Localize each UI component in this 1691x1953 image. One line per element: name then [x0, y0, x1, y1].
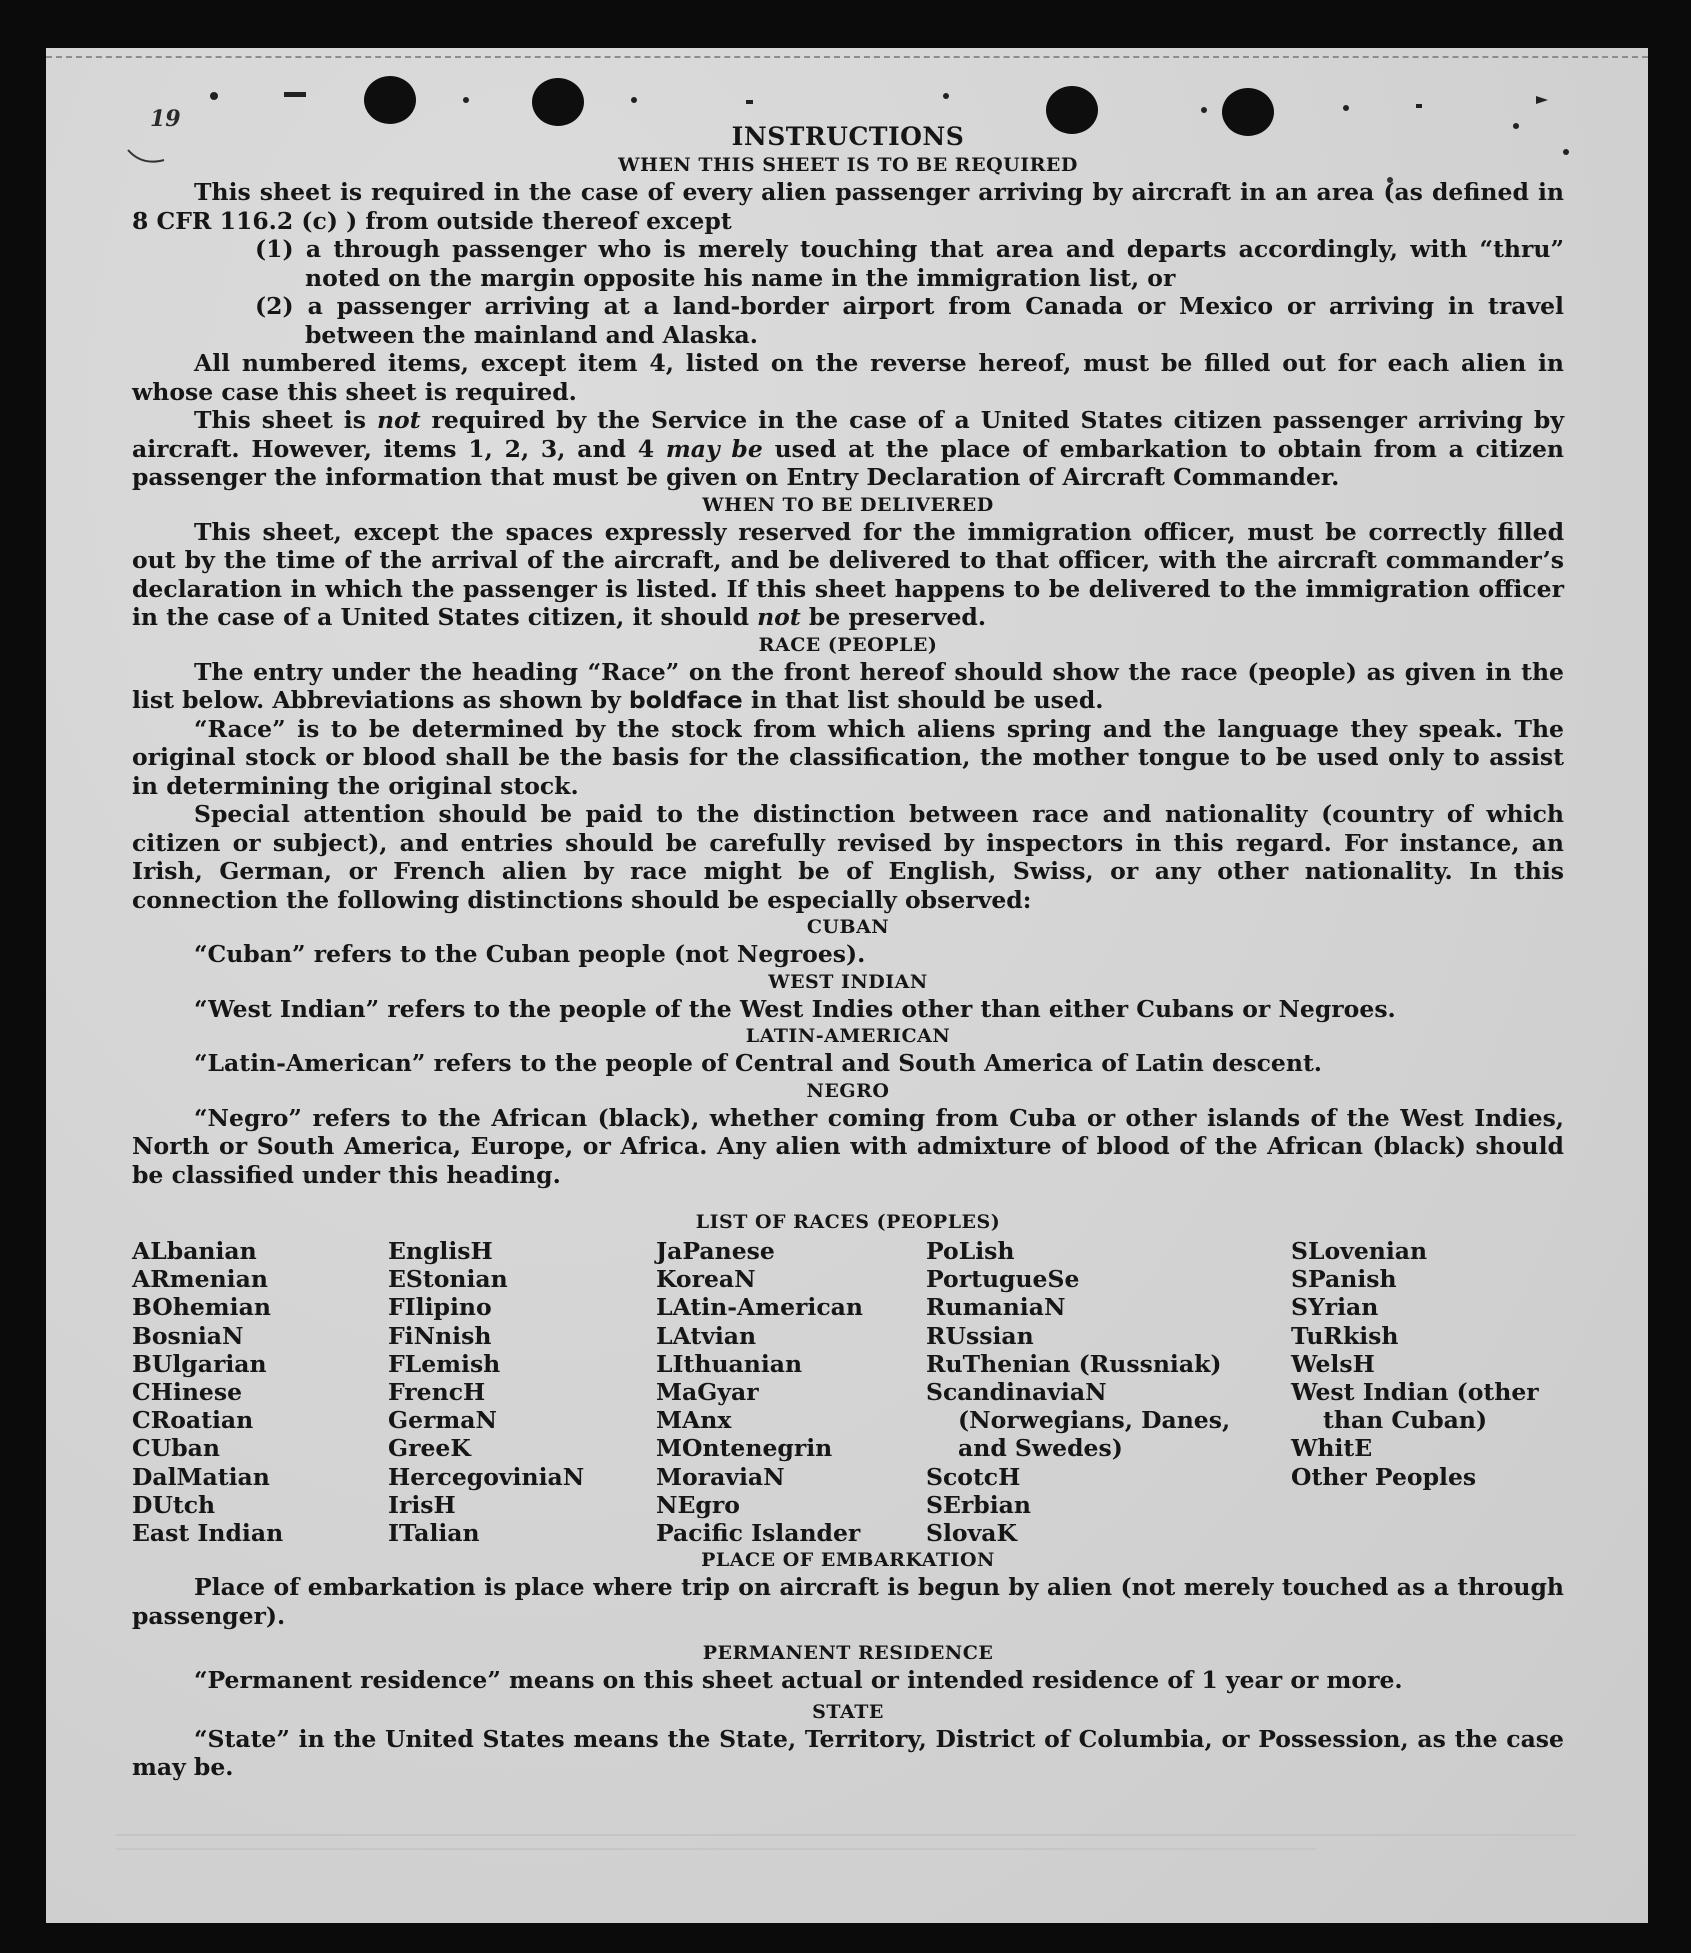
paragraph: “Permanent residence” means on this sheet actual or intended residence of 1 year or more.	[194, 1666, 1403, 1695]
race-entry: FiNnish	[388, 1321, 492, 1350]
race-entry: SPanish	[1291, 1265, 1397, 1294]
item-text: a passenger arriving at a land-border airport from Canada or Mexico or arriving in travel between the mainland and Alaska.	[305, 292, 1564, 349]
race-entry: GreeK	[388, 1434, 471, 1463]
document-sheet	[46, 48, 1648, 1923]
race-entry: BosniaN	[132, 1321, 244, 1350]
race-entry: WelsH	[1291, 1349, 1375, 1378]
heading-cuban: CUBAN	[806, 916, 890, 938]
paragraph: Place of embarkation is place where trip on aircraft is begun by alien (not merely touched as a through passenger).	[132, 1573, 1564, 1630]
races-column	[132, 1237, 388, 1547]
race-entry: CUban	[132, 1434, 220, 1463]
race-entry: NEgro	[656, 1490, 740, 1519]
paragraph	[132, 406, 1564, 492]
paragraph: “Negro” refers to the African (black), whether coming from Cuba or other islands of the West Indies, North or South America, Europe, or Africa. Any alien with admixture of blood of the African (black) should be classified under this heading.	[132, 1103, 1564, 1189]
heading-permanent-residence: PERMANENT RESIDENCE	[702, 1642, 994, 1665]
race-entry: MoraviaN	[656, 1462, 785, 1491]
race-entry: Pacific Islander	[656, 1519, 861, 1548]
heading-race: RACE (PEOPLE)	[758, 633, 938, 656]
heading-negro: NEGRO	[806, 1079, 890, 1102]
race-entry: ALbanian	[132, 1237, 257, 1265]
race-entry: DUtch	[132, 1490, 216, 1519]
race-entry: DalMatian	[132, 1462, 270, 1491]
race-entry: LAtin-American	[656, 1293, 863, 1322]
paragraph	[132, 658, 1564, 715]
item-text: a through passenger who is merely touching that area and departs accordingly, with “thru” noted on the margin opposite his name in the immigration list, or	[305, 235, 1564, 292]
race-entry: ScandinaviaN (Norwegians, Danes, and Swedes)	[926, 1378, 1231, 1463]
emphasis: not	[376, 406, 421, 434]
paragraph: Special attention should be paid to the distinction between race and nationality (country of which citizen or subject), and entries should be carefully revised by inspectors in this regard. For instance, an Irish, German, or French alien by race might be of English, Swiss, or any other nationality. In this connection the following distinctions should be especially observed:	[132, 800, 1564, 914]
paragraph: “State” in the United States means the State, Territory, District of Columbia, or Possession, as the case may be.	[132, 1724, 1564, 1782]
race-entry: RUssian	[926, 1321, 1034, 1350]
paragraph: “Latin-American” refers to the people of Central and South America of Latin descent.	[194, 1049, 1322, 1077]
page-title: INSTRUCTIONS	[731, 122, 965, 151]
races-column	[388, 1237, 656, 1547]
text-run: be preserved.	[800, 603, 987, 631]
text-run: The entry under the heading “Race” on the front hereof should show the race (people) as given in the list below. Abbreviations as shown by	[132, 657, 1564, 714]
race-entry: PortugueSe	[926, 1265, 1080, 1294]
bleed-through-lines	[116, 1830, 1576, 1860]
text-run: This sheet, except the spaces expressly reserved for the immigration officer, must be correctly filled out by the time of the arrival of the aircraft, and be delivered to that officer, with the aircraft commander’s declaration in which the passenger is listed. If this sheet happens to be delivered to the immigration officer in the case of a United States citizen, it should	[132, 517, 1564, 631]
paragraph	[132, 518, 1564, 632]
heading-latin-american: LATIN-AMERICAN	[745, 1025, 951, 1047]
race-entry: LIthuanian	[656, 1349, 803, 1378]
race-entry: SlovaK	[926, 1519, 1017, 1548]
heading-when-delivered: WHEN TO BE DELIVERED	[702, 493, 994, 516]
race-entry: MaGyar	[656, 1378, 759, 1407]
race-entry: MOntenegrin	[656, 1434, 833, 1463]
race-entry: BOhemian	[132, 1293, 271, 1322]
text-run: used at the place of embarkation to obtain from a citizen passenger the information that must be given on Entry Declaration of Aircraft Commander.	[132, 434, 1565, 491]
paragraph: All numbered items, except item 4, listed on the reverse hereof, must be filled out for each alien in whose case this sheet is required.	[132, 349, 1564, 406]
text-run: required by the Service in the case of a United States citizen passenger arriving by aircraft. However, items 1, 2, 3, and 4	[132, 406, 1564, 463]
races-column	[1291, 1237, 1564, 1547]
item-number: (1)	[255, 235, 294, 263]
race-entry: KoreaN	[656, 1265, 756, 1294]
race-entry: FrencH	[388, 1378, 486, 1407]
race-entry: IrisH	[388, 1490, 456, 1519]
race-entry: TuRkish	[1291, 1321, 1399, 1350]
heading-when-required: WHEN THIS SHEET IS TO BE REQUIRED	[618, 154, 1078, 176]
race-entry: ARmenian	[132, 1265, 268, 1294]
race-entry: CRoatian	[132, 1406, 254, 1435]
heading-list-of-races: LIST OF RACES (PEOPLES)	[695, 1211, 1001, 1233]
race-entry: Other Peoples	[1291, 1462, 1477, 1491]
race-entry: RuThenian (Russniak)	[926, 1349, 1222, 1378]
race-entry: PoLish	[926, 1237, 1015, 1265]
text-run: in that list should be used.	[742, 686, 1104, 714]
emphasis: may be	[665, 434, 763, 463]
list-item	[132, 292, 1564, 349]
race-entry: EStonian	[388, 1265, 508, 1294]
race-entry: SErbian	[926, 1490, 1031, 1519]
races-column	[926, 1237, 1291, 1547]
races-column	[656, 1237, 926, 1547]
race-entry: GermaN	[388, 1406, 497, 1435]
race-entry: HercegoviniaN	[388, 1462, 585, 1491]
item-number: (2)	[255, 292, 294, 320]
race-entry: FLemish	[388, 1349, 501, 1378]
race-entry: East Indian	[132, 1519, 284, 1548]
paragraph: “Cuban” refers to the Cuban people (not Negroes).	[194, 940, 866, 968]
paragraph: This sheet is required in the case of every alien passenger arriving by aircraft in an area (as defined in 8 CFR 116.2 (c) ) from outside thereof except	[132, 178, 1564, 235]
list-item	[132, 235, 1564, 292]
race-entry: West Indian (other than Cuban)	[1291, 1378, 1539, 1435]
race-entry: BUlgarian	[132, 1349, 267, 1378]
heading-place-of-embarkation: PLACE OF EMBARKATION	[701, 1549, 995, 1572]
race-entry: MAnx	[656, 1406, 732, 1435]
races-table	[132, 1237, 1564, 1547]
instructions-body	[132, 122, 1564, 1782]
heading-west-indian: WEST INDIAN	[768, 970, 928, 993]
page-mark: 19	[150, 106, 181, 132]
race-entry: EnglisH	[388, 1237, 493, 1265]
race-entry: SLovenian	[1291, 1237, 1428, 1265]
emphasis: boldface	[628, 686, 743, 714]
race-entry: ITalian	[388, 1519, 480, 1548]
race-entry: JaPanese	[656, 1237, 775, 1265]
race-entry: CHinese	[132, 1378, 243, 1407]
heading-state: STATE	[812, 1700, 884, 1723]
race-entry: SYrian	[1291, 1293, 1379, 1322]
race-entry: WhitE	[1291, 1434, 1373, 1463]
race-entry: FIlipino	[388, 1293, 492, 1322]
emphasis: not	[757, 603, 801, 631]
race-entry: RumaniaN	[926, 1293, 1066, 1322]
race-entry: LAtvian	[656, 1321, 757, 1350]
race-entry: ScotcH	[926, 1462, 1021, 1491]
paragraph: “West Indian” refers to the people of the West Indies other than either Cubans or Negroes.	[194, 994, 1396, 1023]
paragraph: “Race” is to be determined by the stock from which aliens spring and the language they speak. The original stock or blood shall be the basis for the classification, the mother tongue to be used only to assist in determining the original stock.	[132, 714, 1564, 800]
text-run: This sheet is	[194, 406, 377, 434]
